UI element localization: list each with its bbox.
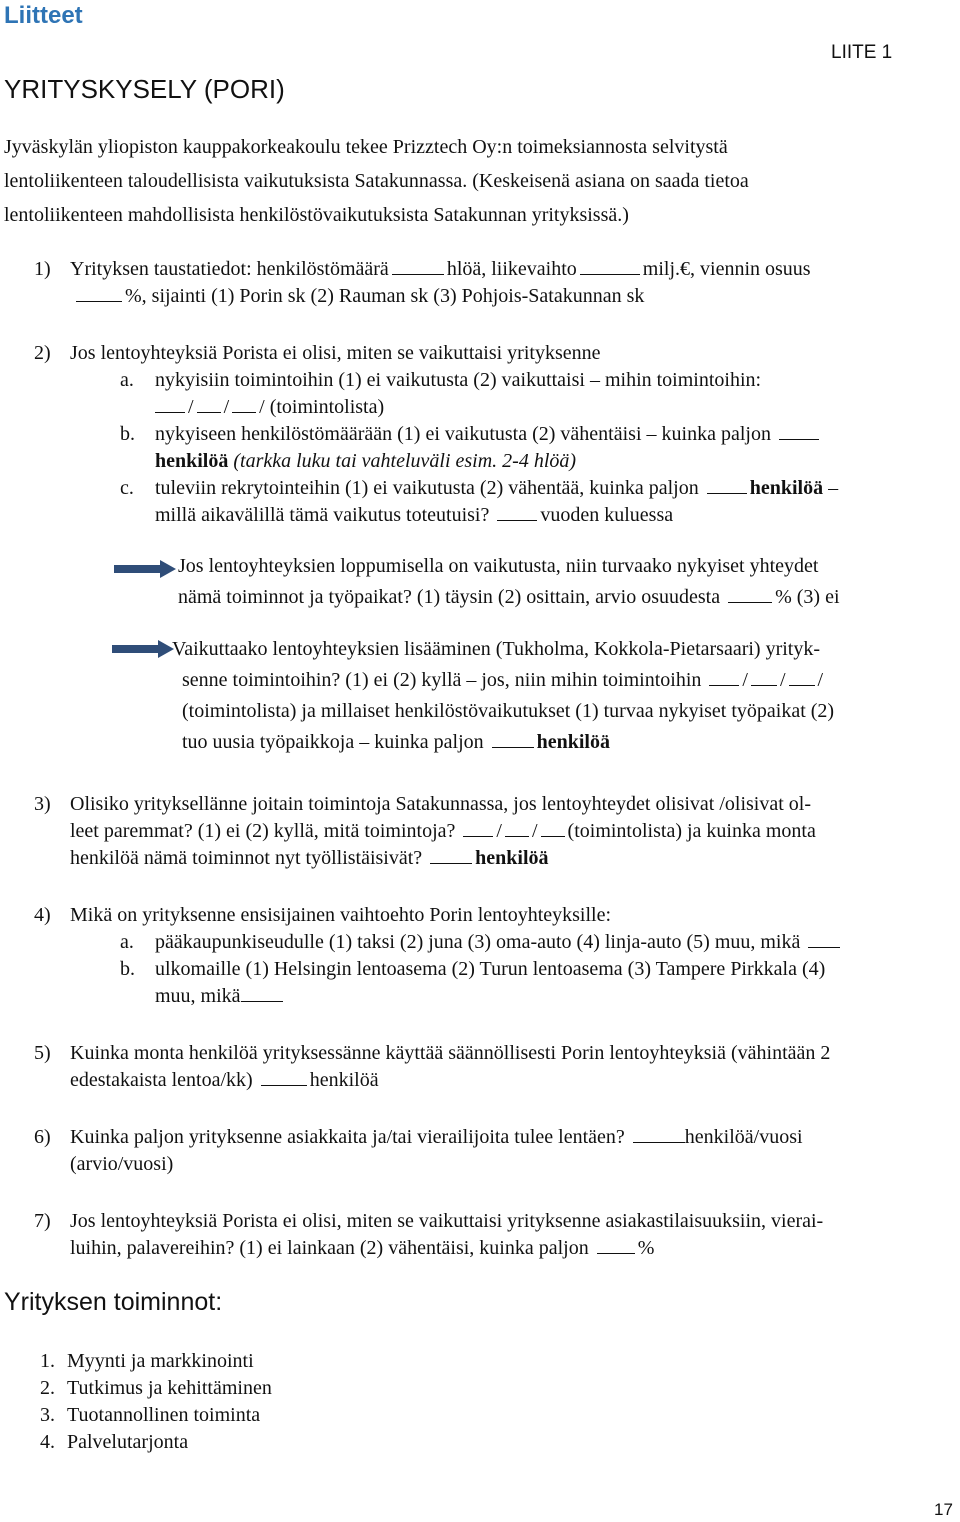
list-label: Palvelutarjonta bbox=[67, 1431, 189, 1453]
q2b-italic: (tarkka luku tai vahteluväli esim. 2-4 hlöä) bbox=[233, 450, 577, 472]
q2c-line-2 bbox=[155, 502, 673, 529]
question-number: 5) bbox=[34, 1042, 51, 1064]
q2c-bold: henkilöä bbox=[749, 477, 824, 499]
q3-line2-tail: (toimintolista) ja kuinka monta bbox=[567, 820, 816, 842]
q7-line-1: Jos lentoyhteyksiä Porista ei olisi, miten se vaikuttaisi yrityksenne asiakastilaisuuksiin, vierai- bbox=[70, 1210, 824, 1232]
q5-line2-text: edestakaista lentoa/kk) bbox=[70, 1069, 253, 1091]
q7-text: luihin, palavereihin? (1) ei lainkaan (2) vähentäisi, kuinka paljon bbox=[70, 1237, 589, 1259]
question-2-text: Jos lentoyhteyksiä Porista ei olisi, miten se vaikuttaisi yrityksenne bbox=[70, 342, 601, 364]
followup-2-line-3: (toimintolista) ja millaiset henkilöstövaikutukset (1) turvaa nykyiset työpaikat (2) bbox=[182, 700, 835, 722]
item-label: b. bbox=[120, 958, 135, 980]
item-label: c. bbox=[120, 477, 134, 499]
q4a-text: pääkaupunkiseudulle (1) taksi (2) juna (3) oma-auto (4) linja-auto (5) muu, mikä bbox=[155, 931, 801, 953]
question-number: 2) bbox=[34, 342, 51, 364]
function-blank[interactable] bbox=[232, 396, 256, 413]
q6-text: Kuinka paljon yrityksenne asiakkaita ja/tai vierailijoita tulee lentäen? bbox=[70, 1126, 625, 1148]
followup-2-line4-text: tuo uusia työpaikkoja – kuinka paljon bbox=[182, 731, 484, 753]
followup-1-line-2 bbox=[178, 584, 840, 611]
question-number: 7) bbox=[34, 1210, 51, 1232]
q5-line-2 bbox=[70, 1067, 379, 1094]
recruitment-blank[interactable] bbox=[707, 477, 747, 494]
visitors-blank[interactable] bbox=[633, 1126, 685, 1143]
q2b-text: nykyiseen henkilöstömäärään (1) ei vaikutusta (2) vähentäisi – kuinka paljon bbox=[155, 423, 771, 445]
item-label: b. bbox=[120, 423, 135, 445]
list-number: 1. bbox=[40, 1350, 55, 1372]
q4b-line-2 bbox=[155, 983, 286, 1010]
q2c-text: tuleviin rekrytointeihin (1) ei vaikutusta (2) vähentää, kuinka paljon bbox=[155, 477, 699, 499]
followup-2-text: senne toimintoihin? (1) ei (2) kyllä – jos, niin mihin toimintoihin bbox=[182, 669, 702, 691]
q4a-line bbox=[155, 929, 843, 956]
list-label: Tuotannollinen toiminta bbox=[67, 1404, 261, 1426]
followup-2-line-4 bbox=[182, 729, 610, 756]
intro-line: lentoliikenteen mahdollisista henkilöstövaikutuksista Satakunnan yrityksissä.) bbox=[4, 204, 629, 226]
function-blank[interactable] bbox=[709, 669, 739, 686]
q2b-line-1 bbox=[155, 421, 822, 448]
followup-2-line-1: Vaikuttaako lentoyhteyksien lisääminen (Tukholma, Kokkola-Pietarsaari) yrityk- bbox=[172, 638, 821, 660]
timeframe-blank[interactable] bbox=[497, 504, 537, 521]
list-label: Myynti ja markkinointi bbox=[67, 1350, 254, 1372]
appendix-label: LIITE 1 bbox=[831, 42, 893, 63]
q4b-text: ulkomaille (1) Helsingin lentoasema (2) Turun lentoasema (3) Tampere Pirkkala (4) bbox=[155, 958, 826, 980]
share-estimate-blank[interactable] bbox=[728, 586, 772, 603]
function-blank[interactable] bbox=[789, 669, 815, 686]
question-number: 3) bbox=[34, 793, 51, 815]
list-number: 2. bbox=[40, 1377, 55, 1399]
list-number: 3. bbox=[40, 1404, 55, 1426]
q5-line-1: Kuinka monta henkilöä yrityksessänne käyttää säännöllisesti Porin lentoyhteyksiä (vähintään 2 bbox=[70, 1042, 831, 1064]
q3-line3-text: henkilöä nämä toiminnot nyt työllistäisivät? bbox=[70, 847, 423, 869]
q3-line2-text: leet paremmat? (1) ei (2) kyllä, mitä toimintoja? bbox=[70, 820, 456, 842]
other-option-blank[interactable] bbox=[241, 985, 283, 1002]
list-label: Tutkimus ja kehittäminen bbox=[67, 1377, 272, 1399]
functions-title: Yrityksen toiminnot: bbox=[4, 1288, 223, 1316]
list-number: 4. bbox=[40, 1431, 55, 1453]
item-label: a. bbox=[120, 369, 134, 391]
q2a-line-2: / / / (toimintolista) bbox=[155, 394, 384, 421]
function-blank[interactable] bbox=[155, 396, 185, 413]
question-number: 6) bbox=[34, 1126, 51, 1148]
q2c-line2-text: millä aikavälillä tämä vaikutus toteutuisi? bbox=[155, 504, 490, 526]
followup-1-text: nämä toiminnot ja työpaikat? (1) täysin (2) osittain, arvio osuudesta bbox=[178, 586, 721, 608]
question-number: 1) bbox=[34, 258, 51, 280]
appendix-heading: Liitteet bbox=[4, 2, 83, 29]
function-blank[interactable] bbox=[197, 396, 221, 413]
q2c-line-1 bbox=[155, 475, 838, 502]
intro-line: Jyväskylän yliopiston kauppakorkeakoulu tekee Prizztech Oy:n toimeksiannosta selvitystä bbox=[4, 136, 728, 158]
q2b-line-2 bbox=[155, 448, 576, 475]
q2c-tail: vuoden kuluessa bbox=[540, 504, 674, 526]
question-1-line-2 bbox=[76, 283, 644, 310]
q7-line-2 bbox=[70, 1235, 654, 1262]
list-item bbox=[40, 1375, 272, 1402]
q5-tail: henkilöä bbox=[309, 1069, 379, 1091]
function-blank[interactable] bbox=[541, 820, 565, 837]
item-label: a. bbox=[120, 931, 134, 953]
function-blank[interactable] bbox=[751, 669, 777, 686]
intro-line: lentoliikenteen taloudellisista vaikutuksista Satakunnassa. (Keskeisenä asiana on saada tietoa bbox=[4, 170, 749, 192]
employees-blank[interactable] bbox=[430, 847, 472, 864]
staff-count-blank[interactable] bbox=[392, 258, 444, 275]
q1-text-c: milj.€, viennin osuus bbox=[642, 258, 811, 280]
survey-title: YRITYSKYSELY (PORI) bbox=[4, 74, 285, 104]
followup-2-line-2: senne toimintoihin? (1) ei (2) kyllä – jos, niin mihin toimintoihin / / / bbox=[182, 669, 824, 691]
revenue-blank[interactable] bbox=[580, 258, 640, 275]
right-arrow-icon bbox=[114, 560, 176, 578]
followup-1-line-1: Jos lentoyhteyksien loppumisella on vaikutusta, niin turvaako nykyiset yhteydet bbox=[178, 555, 819, 577]
q2b-bold: henkilöä bbox=[155, 450, 229, 472]
frequent-flyers-blank[interactable] bbox=[261, 1069, 307, 1086]
q2c-dash: – bbox=[828, 477, 839, 499]
question-number: 4) bbox=[34, 904, 51, 926]
q4-text: Mikä on yrityksenne ensisijainen vaihtoehto Porin lentoyhteyksille: bbox=[70, 904, 612, 926]
function-blank[interactable] bbox=[463, 820, 493, 837]
q3-line-1: Olisiko yrityksellänne joitain toimintoja Satakunnassa, jos lentoyhteydet olisivat /olisivat ol- bbox=[70, 793, 812, 815]
right-arrow-icon bbox=[112, 640, 174, 658]
q6-line-1 bbox=[70, 1124, 803, 1151]
q3-bold: henkilöä bbox=[475, 847, 549, 869]
list-item bbox=[40, 1348, 254, 1375]
followup-1-tail: % (3) ei bbox=[775, 586, 840, 608]
q3-line-2: leet paremmat? (1) ei (2) kyllä, mitä toimintoja? / / (toimintolista) ja kuinka monta bbox=[70, 820, 816, 842]
list-item bbox=[40, 1402, 260, 1429]
q7-tail: % bbox=[637, 1237, 655, 1259]
other-option-blank[interactable] bbox=[808, 931, 840, 948]
q6-tail: henkilöä/vuosi bbox=[684, 1126, 803, 1148]
q1-text-b: hlöä, liikevaihto bbox=[446, 258, 577, 280]
page-number: 17 bbox=[934, 1500, 953, 1519]
q3-line-3 bbox=[70, 845, 549, 872]
q1-text-d: %, sijainti (1) Porin sk (2) Rauman sk (3) Pohjois-Satakunnan sk bbox=[125, 285, 645, 307]
question-1-line-1 bbox=[70, 256, 811, 283]
q1-text-a: Yrityksen taustatiedot: henkilöstömäärä bbox=[70, 258, 389, 280]
q2a-text: nykyisiin toimintoihin (1) ei vaikutusta (2) vaikuttaisi – mihin toimintoihin: bbox=[155, 369, 762, 391]
q6-line-2: (arvio/vuosi) bbox=[70, 1153, 174, 1175]
new-jobs-blank[interactable] bbox=[492, 731, 534, 748]
q4b-line2-text: muu, mikä bbox=[155, 985, 241, 1007]
list-item bbox=[40, 1429, 188, 1456]
q2a-tail: (toimintolista) bbox=[269, 396, 385, 418]
reduction-percent-blank[interactable] bbox=[597, 1237, 635, 1254]
export-share-blank[interactable] bbox=[76, 285, 122, 302]
function-blank[interactable] bbox=[505, 820, 529, 837]
followup-2-bold: henkilöä bbox=[536, 731, 610, 753]
staff-reduction-blank[interactable] bbox=[779, 423, 819, 440]
